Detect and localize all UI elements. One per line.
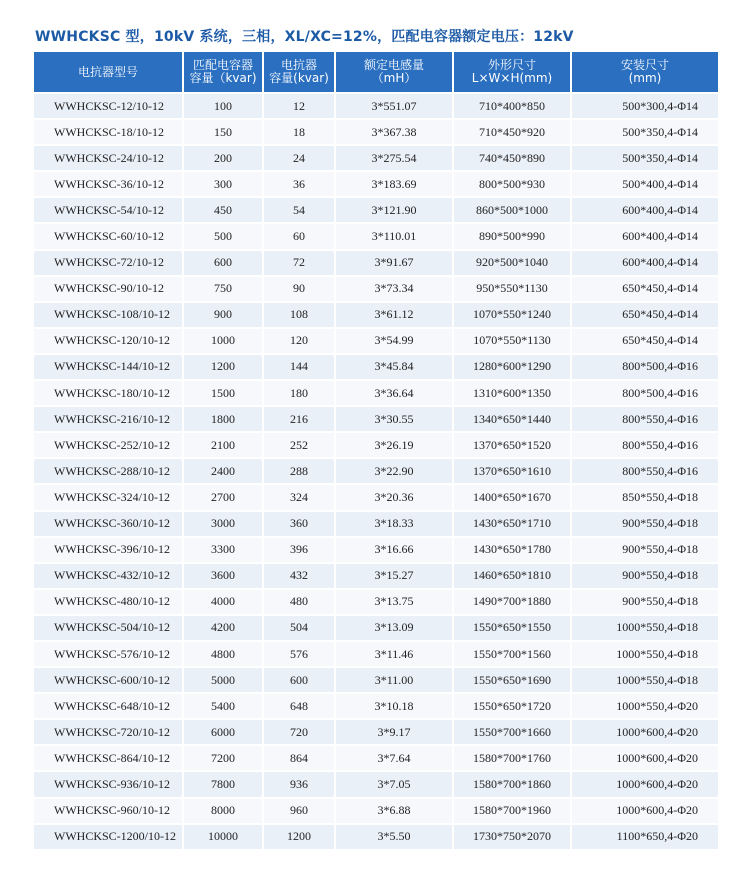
cell-inductance: 3*45.84 — [336, 353, 454, 379]
cell-reactor-capacity: 12 — [264, 92, 336, 118]
cell-dimensions: 1580*700*1760 — [454, 744, 572, 770]
cell-model: WWHCKSC-108/10-12 — [34, 301, 184, 327]
header-line: 电抗器型号 — [77, 64, 138, 79]
cell-reactor-capacity: 720 — [264, 718, 336, 744]
table-row — [34, 483, 718, 509]
cell-reactor-capacity: 600 — [264, 666, 336, 692]
cell-model: WWHCKSC-480/10-12 — [34, 588, 184, 614]
cell-model: WWHCKSC-90/10-12 — [34, 275, 184, 301]
table-row — [34, 640, 718, 666]
cell-capacitor-capacity: 3000 — [184, 510, 264, 536]
table-header-row — [34, 52, 718, 92]
cell-mounting: 900*550,4-Φ18 — [572, 536, 718, 562]
cell-capacitor-capacity: 3300 — [184, 536, 264, 562]
cell-inductance: 3*73.34 — [336, 275, 454, 301]
cell-dimensions: 1580*700*1960 — [454, 797, 572, 823]
cell-dimensions: 1550*700*1560 — [454, 640, 572, 666]
cell-dimensions: 1430*650*1780 — [454, 536, 572, 562]
cell-capacitor-capacity: 7200 — [184, 744, 264, 770]
cell-model: WWHCKSC-144/10-12 — [34, 353, 184, 379]
cell-mounting: 500*350,4-Φ14 — [572, 118, 718, 144]
table-row — [34, 614, 718, 640]
table-row — [34, 770, 718, 796]
cell-capacitor-capacity: 4200 — [184, 614, 264, 640]
cell-capacitor-capacity: 7800 — [184, 770, 264, 796]
cell-model: WWHCKSC-720/10-12 — [34, 718, 184, 744]
cell-dimensions: 800*500*930 — [454, 170, 572, 196]
cell-capacitor-capacity: 300 — [184, 170, 264, 196]
cell-model: WWHCKSC-396/10-12 — [34, 536, 184, 562]
cell-mounting: 500*400,4-Φ14 — [572, 170, 718, 196]
cell-capacitor-capacity: 450 — [184, 196, 264, 222]
cell-dimensions: 1310*600*1350 — [454, 379, 572, 405]
cell-capacitor-capacity: 2700 — [184, 483, 264, 509]
cell-capacitor-capacity: 4800 — [184, 640, 264, 666]
cell-mounting: 1000*550,4-Φ18 — [572, 614, 718, 640]
cell-model: WWHCKSC-936/10-12 — [34, 770, 184, 796]
header-line: 安装尺寸 — [620, 58, 669, 72]
cell-mounting: 1000*550,4-Φ18 — [572, 640, 718, 666]
cell-inductance: 3*13.75 — [336, 588, 454, 614]
cell-capacitor-capacity: 3600 — [184, 562, 264, 588]
header-capacitor-capacity — [184, 52, 264, 92]
cell-capacitor-capacity: 6000 — [184, 718, 264, 744]
specification-table — [34, 52, 718, 849]
cell-reactor-capacity: 72 — [264, 249, 336, 275]
cell-model: WWHCKSC-600/10-12 — [34, 666, 184, 692]
cell-capacitor-capacity: 10000 — [184, 823, 264, 849]
cell-model: WWHCKSC-1200/10-12 — [34, 823, 184, 849]
table-row — [34, 536, 718, 562]
cell-inductance: 3*36.64 — [336, 379, 454, 405]
cell-reactor-capacity: 864 — [264, 744, 336, 770]
table-row — [34, 797, 718, 823]
cell-capacitor-capacity: 5000 — [184, 666, 264, 692]
cell-capacitor-capacity: 8000 — [184, 797, 264, 823]
cell-dimensions: 1550*650*1720 — [454, 692, 572, 718]
cell-inductance: 3*551.07 — [336, 92, 454, 118]
cell-mounting: 1000*600,4-Φ20 — [572, 718, 718, 744]
page-title: WWHCKSC 型，10kV 系统，三相，XL/XC=12%，匹配电容器额定电压：12kV — [35, 29, 574, 45]
header-reactor-capacity — [264, 52, 336, 92]
cell-mounting: 900*550,4-Φ18 — [572, 510, 718, 536]
cell-model: WWHCKSC-72/10-12 — [34, 249, 184, 275]
cell-reactor-capacity: 120 — [264, 327, 336, 353]
cell-dimensions: 1580*700*1860 — [454, 770, 572, 796]
cell-mounting: 650*450,4-Φ14 — [572, 275, 718, 301]
table-row — [34, 196, 718, 222]
cell-capacitor-capacity: 150 — [184, 118, 264, 144]
cell-inductance: 3*6.88 — [336, 797, 454, 823]
cell-capacitor-capacity: 900 — [184, 301, 264, 327]
cell-model: WWHCKSC-288/10-12 — [34, 457, 184, 483]
cell-mounting: 500*350,4-Φ14 — [572, 144, 718, 170]
cell-mounting: 600*400,4-Φ14 — [572, 249, 718, 275]
cell-model: WWHCKSC-504/10-12 — [34, 614, 184, 640]
header-line: 外形尺寸 — [487, 58, 536, 72]
table-row — [34, 301, 718, 327]
cell-inductance: 3*16.66 — [336, 536, 454, 562]
cell-mounting: 650*450,4-Φ14 — [572, 327, 718, 353]
cell-mounting: 1000*600,4-Φ20 — [572, 744, 718, 770]
cell-capacitor-capacity: 2100 — [184, 431, 264, 457]
header-line: 容量(kvar) — [269, 71, 329, 85]
cell-mounting: 800*550,4-Φ16 — [572, 405, 718, 431]
cell-inductance: 3*10.18 — [336, 692, 454, 718]
cell-reactor-capacity: 648 — [264, 692, 336, 718]
cell-dimensions: 740*450*890 — [454, 144, 572, 170]
cell-model: WWHCKSC-864/10-12 — [34, 744, 184, 770]
cell-model: WWHCKSC-60/10-12 — [34, 222, 184, 248]
cell-inductance: 3*121.90 — [336, 196, 454, 222]
cell-model: WWHCKSC-18/10-12 — [34, 118, 184, 144]
cell-mounting: 1100*650,4-Φ20 — [572, 823, 718, 849]
cell-reactor-capacity: 252 — [264, 431, 336, 457]
cell-reactor-capacity: 1200 — [264, 823, 336, 849]
table-row — [34, 118, 718, 144]
table-row — [34, 144, 718, 170]
header-line: 匹配电容器 — [192, 58, 253, 72]
cell-dimensions: 1070*550*1240 — [454, 301, 572, 327]
cell-dimensions: 1280*600*1290 — [454, 353, 572, 379]
cell-dimensions: 1550*650*1690 — [454, 666, 572, 692]
cell-dimensions: 1490*700*1880 — [454, 588, 572, 614]
cell-model: WWHCKSC-648/10-12 — [34, 692, 184, 718]
header-dimensions — [454, 52, 572, 92]
cell-dimensions: 920*500*1040 — [454, 249, 572, 275]
cell-dimensions: 1430*650*1710 — [454, 510, 572, 536]
cell-reactor-capacity: 936 — [264, 770, 336, 796]
header-line: 电抗器 — [280, 58, 317, 72]
cell-mounting: 900*550,4-Φ18 — [572, 588, 718, 614]
cell-inductance: 3*54.99 — [336, 327, 454, 353]
cell-capacitor-capacity: 600 — [184, 249, 264, 275]
cell-capacitor-capacity: 2400 — [184, 457, 264, 483]
table-row — [34, 327, 718, 353]
cell-inductance: 3*367.38 — [336, 118, 454, 144]
cell-model: WWHCKSC-12/10-12 — [34, 92, 184, 118]
cell-inductance: 3*183.69 — [336, 170, 454, 196]
table-row — [34, 353, 718, 379]
cell-inductance: 3*7.05 — [336, 770, 454, 796]
cell-dimensions: 1370*650*1520 — [454, 431, 572, 457]
cell-inductance: 3*26.19 — [336, 431, 454, 457]
cell-inductance: 3*91.67 — [336, 249, 454, 275]
table-row — [34, 405, 718, 431]
table-row — [34, 692, 718, 718]
cell-reactor-capacity: 60 — [264, 222, 336, 248]
cell-mounting: 500*300,4-Φ14 — [572, 92, 718, 118]
cell-reactor-capacity: 396 — [264, 536, 336, 562]
table-row — [34, 562, 718, 588]
cell-reactor-capacity: 54 — [264, 196, 336, 222]
cell-inductance: 3*30.55 — [336, 405, 454, 431]
cell-model: WWHCKSC-360/10-12 — [34, 510, 184, 536]
cell-dimensions: 1400*650*1670 — [454, 483, 572, 509]
table-row — [34, 718, 718, 744]
cell-mounting: 1000*600,4-Φ20 — [572, 770, 718, 796]
cell-inductance: 3*11.00 — [336, 666, 454, 692]
header-line: (mm) — [628, 71, 662, 85]
cell-mounting: 1000*550,4-Φ18 — [572, 666, 718, 692]
cell-capacitor-capacity: 100 — [184, 92, 264, 118]
cell-mounting: 650*450,4-Φ14 — [572, 301, 718, 327]
cell-dimensions: 710*450*920 — [454, 118, 572, 144]
header-line: （mH） — [371, 71, 417, 85]
cell-capacitor-capacity: 200 — [184, 144, 264, 170]
table-row — [34, 823, 718, 849]
cell-reactor-capacity: 960 — [264, 797, 336, 823]
cell-dimensions: 860*500*1000 — [454, 196, 572, 222]
table-row — [34, 249, 718, 275]
cell-inductance: 3*275.54 — [336, 144, 454, 170]
cell-dimensions: 1370*650*1610 — [454, 457, 572, 483]
cell-reactor-capacity: 216 — [264, 405, 336, 431]
table-row — [34, 379, 718, 405]
cell-reactor-capacity: 288 — [264, 457, 336, 483]
cell-capacitor-capacity: 1000 — [184, 327, 264, 353]
header-line: 容量（kvar) — [189, 71, 257, 85]
cell-inductance: 3*13.09 — [336, 614, 454, 640]
cell-inductance: 3*61.12 — [336, 301, 454, 327]
cell-inductance: 3*20.36 — [336, 483, 454, 509]
cell-model: WWHCKSC-24/10-12 — [34, 144, 184, 170]
cell-model: WWHCKSC-120/10-12 — [34, 327, 184, 353]
table-row — [34, 744, 718, 770]
table-row — [34, 457, 718, 483]
cell-reactor-capacity: 180 — [264, 379, 336, 405]
cell-reactor-capacity: 36 — [264, 170, 336, 196]
cell-mounting: 800*550,4-Φ16 — [572, 457, 718, 483]
table-row — [34, 170, 718, 196]
table-row — [34, 666, 718, 692]
cell-model: WWHCKSC-576/10-12 — [34, 640, 184, 666]
cell-reactor-capacity: 576 — [264, 640, 336, 666]
table-body — [34, 92, 718, 849]
cell-dimensions: 890*500*990 — [454, 222, 572, 248]
cell-capacitor-capacity: 4000 — [184, 588, 264, 614]
cell-inductance: 3*15.27 — [336, 562, 454, 588]
cell-model: WWHCKSC-432/10-12 — [34, 562, 184, 588]
cell-capacitor-capacity: 500 — [184, 222, 264, 248]
cell-dimensions: 1460*650*1810 — [454, 562, 572, 588]
cell-mounting: 1000*600,4-Φ20 — [572, 797, 718, 823]
cell-capacitor-capacity: 1200 — [184, 353, 264, 379]
cell-reactor-capacity: 144 — [264, 353, 336, 379]
cell-reactor-capacity: 324 — [264, 483, 336, 509]
cell-inductance: 3*9.17 — [336, 718, 454, 744]
cell-dimensions: 710*400*850 — [454, 92, 572, 118]
cell-mounting: 1000*550,4-Φ20 — [572, 692, 718, 718]
cell-dimensions: 1340*650*1440 — [454, 405, 572, 431]
cell-reactor-capacity: 504 — [264, 614, 336, 640]
header-line: 额定电感量 — [363, 58, 424, 72]
cell-model: WWHCKSC-960/10-12 — [34, 797, 184, 823]
cell-inductance: 3*110.01 — [336, 222, 454, 248]
cell-reactor-capacity: 90 — [264, 275, 336, 301]
cell-mounting: 800*550,4-Φ16 — [572, 431, 718, 457]
cell-mounting: 800*500,4-Φ16 — [572, 379, 718, 405]
cell-dimensions: 950*550*1130 — [454, 275, 572, 301]
cell-reactor-capacity: 24 — [264, 144, 336, 170]
header-line: L×W×H(mm) — [471, 71, 553, 85]
cell-model: WWHCKSC-252/10-12 — [34, 431, 184, 457]
cell-capacitor-capacity: 1800 — [184, 405, 264, 431]
cell-inductance: 3*22.90 — [336, 457, 454, 483]
table-row — [34, 92, 718, 118]
table-row — [34, 510, 718, 536]
cell-mounting: 850*550,4-Φ18 — [572, 483, 718, 509]
cell-inductance: 3*11.46 — [336, 640, 454, 666]
cell-mounting: 900*550,4-Φ18 — [572, 562, 718, 588]
cell-model: WWHCKSC-324/10-12 — [34, 483, 184, 509]
cell-capacitor-capacity: 5400 — [184, 692, 264, 718]
cell-inductance: 3*18.33 — [336, 510, 454, 536]
table-row — [34, 222, 718, 248]
cell-dimensions: 1550*650*1550 — [454, 614, 572, 640]
table-row — [34, 431, 718, 457]
cell-reactor-capacity: 360 — [264, 510, 336, 536]
header-mounting — [572, 52, 718, 92]
cell-reactor-capacity: 480 — [264, 588, 336, 614]
cell-reactor-capacity: 432 — [264, 562, 336, 588]
table-row — [34, 275, 718, 301]
cell-dimensions: 1070*550*1130 — [454, 327, 572, 353]
cell-model: WWHCKSC-54/10-12 — [34, 196, 184, 222]
cell-mounting: 600*400,4-Φ14 — [572, 196, 718, 222]
cell-mounting: 800*500,4-Φ16 — [572, 353, 718, 379]
cell-capacitor-capacity: 750 — [184, 275, 264, 301]
cell-inductance: 3*7.64 — [336, 744, 454, 770]
cell-mounting: 600*400,4-Φ14 — [572, 222, 718, 248]
cell-reactor-capacity: 108 — [264, 301, 336, 327]
cell-reactor-capacity: 18 — [264, 118, 336, 144]
cell-model: WWHCKSC-180/10-12 — [34, 379, 184, 405]
table-row — [34, 588, 718, 614]
cell-inductance: 3*5.50 — [336, 823, 454, 849]
cell-dimensions: 1730*750*2070 — [454, 823, 572, 849]
cell-model: WWHCKSC-216/10-12 — [34, 405, 184, 431]
cell-dimensions: 1550*700*1660 — [454, 718, 572, 744]
cell-capacitor-capacity: 1500 — [184, 379, 264, 405]
header-model — [34, 52, 184, 92]
header-inductance — [336, 52, 454, 92]
cell-model: WWHCKSC-36/10-12 — [34, 170, 184, 196]
